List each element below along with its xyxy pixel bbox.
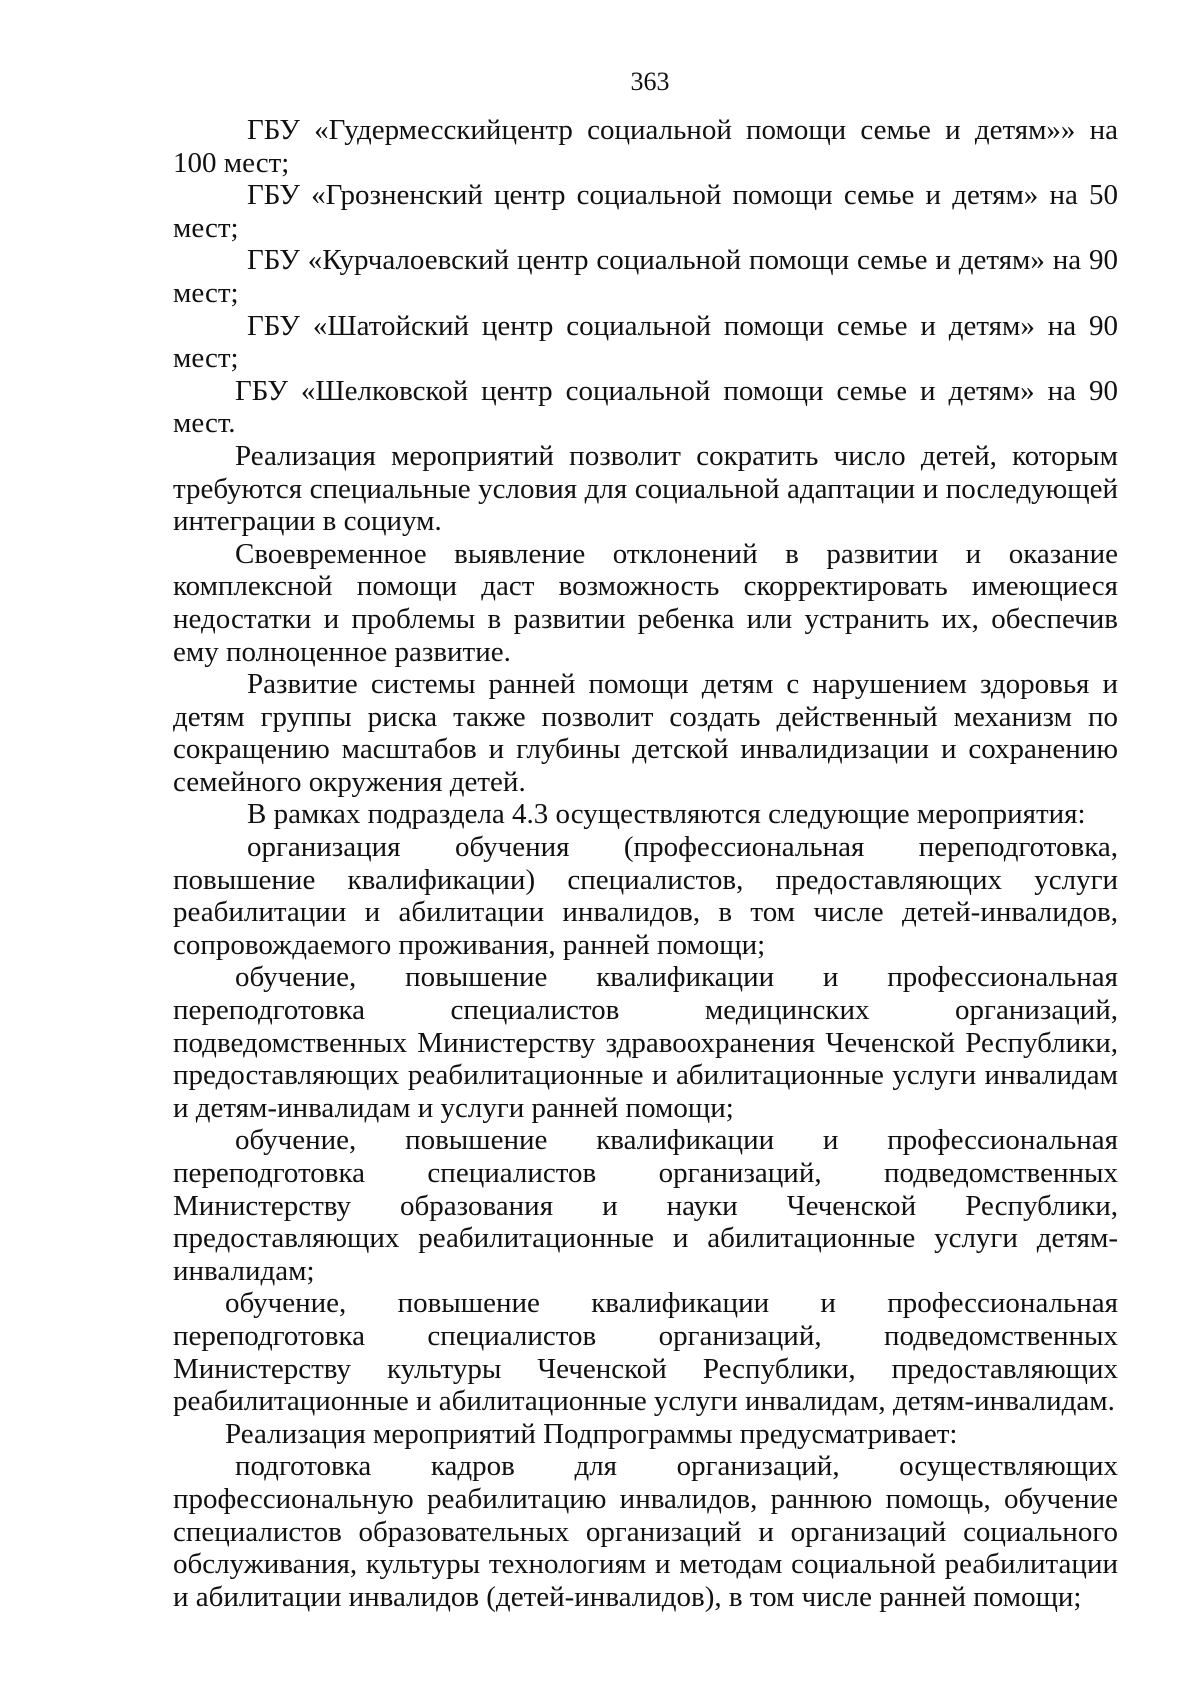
paragraph-timely-detection: Своевременное выявление отклонений в развитии и оказание комплексной помощи даст возможность скорректировать имеющиеся недостатки и проблемы в развитии ребенка или устранить их, обеспечив ему полноценное развитие. xyxy=(173,537,1118,668)
document-body xyxy=(173,114,1118,1613)
paragraph-gudermes-center: ГБУ «Гудермесскийцентр социальной помощи семье и детям»» на 100 мест; xyxy=(173,114,1118,179)
paragraph-reduce-children: Реализация мероприятий позволит сократить число детей, которым требуются специальные условия для социальной адаптации и последующей интеграции в социум. xyxy=(173,439,1118,538)
paragraph-early-help-system: Развитие системы ранней помощи детям с нарушением здоровья и детям группы риска также позволит создать действенный механизм по сокращению масштабов и глубины детской инвалидизации и сохранению семейного окружения детей. xyxy=(173,668,1118,798)
page-number: 363 xyxy=(630,67,670,96)
paragraph-training-culture: обучение, повышение квалификации и профессиональная переподготовка специалистов организаций, подведомственных Министерству культуры Чеченской Республики, предоставляющих реабилитационные и абилитационные услуги инвалидам, детям-инвалидам. xyxy=(173,1287,1118,1418)
paragraph-shelkovskaya-center: ГБУ «Шелковской центр социальной помощи семье и детям» на 90 мест. xyxy=(173,374,1118,440)
paragraph-training-health: обучение, повышение квалификации и профессиональная переподготовка специалистов медицинских организаций, подведомственных Министерству здравоохранения Чеченской Республики, предоставляющих реабилитационные и абилитационные услуги инвалидам и детям-инвалидам и услуги ранней помощи; xyxy=(173,961,1118,1124)
paragraph-subsection-intro: В рамках подраздела 4.3 осуществляются следующие мероприятия: xyxy=(247,798,1086,831)
paragraph-staff-training: подготовка кадров для организаций, осуществляющих профессиональную реабилитацию инвалидов, раннюю помощь, обучение специалистов образовательных организаций и организаций социального обслуживания, культуры технологиям и методам социальной реабилитации и абилитации инвалидов (детей-инвалидов), в том числе ранней помощи; xyxy=(173,1450,1118,1613)
paragraph-grozny-center: ГБУ «Грозненский центр социальной помощи семье и детям» на 50 мест; xyxy=(173,179,1118,244)
paragraph-training-education: обучение, повышение квалификации и профессиональная переподготовка специалистов организаций, подведомственных Министерству образования и науки Чеченской Республики, предоставляющих реабилитационные и абилитационные услуги детям-инвалидам; xyxy=(173,1124,1118,1287)
paragraph-subprogram-intro: Реализация мероприятий Подпрограммы предусматривает: xyxy=(225,1417,958,1450)
paragraph-training-organization: организация обучения (профессиональная переподготовка, повышение квалификации) специалистов, предоставляющих услуги реабилитации и абилитации инвалидов, в том числе детей-инвалидов, сопровождаемого проживания, ранней помощи; xyxy=(173,831,1118,961)
paragraph-shatoy-center: ГБУ «Шатойский центр социальной помощи семье и детям» на 90 мест; xyxy=(173,309,1118,375)
paragraph-kurchaloy-center: ГБУ «Курчалоевский центр социальной помощи семье и детям» на 90 мест; xyxy=(173,244,1118,309)
